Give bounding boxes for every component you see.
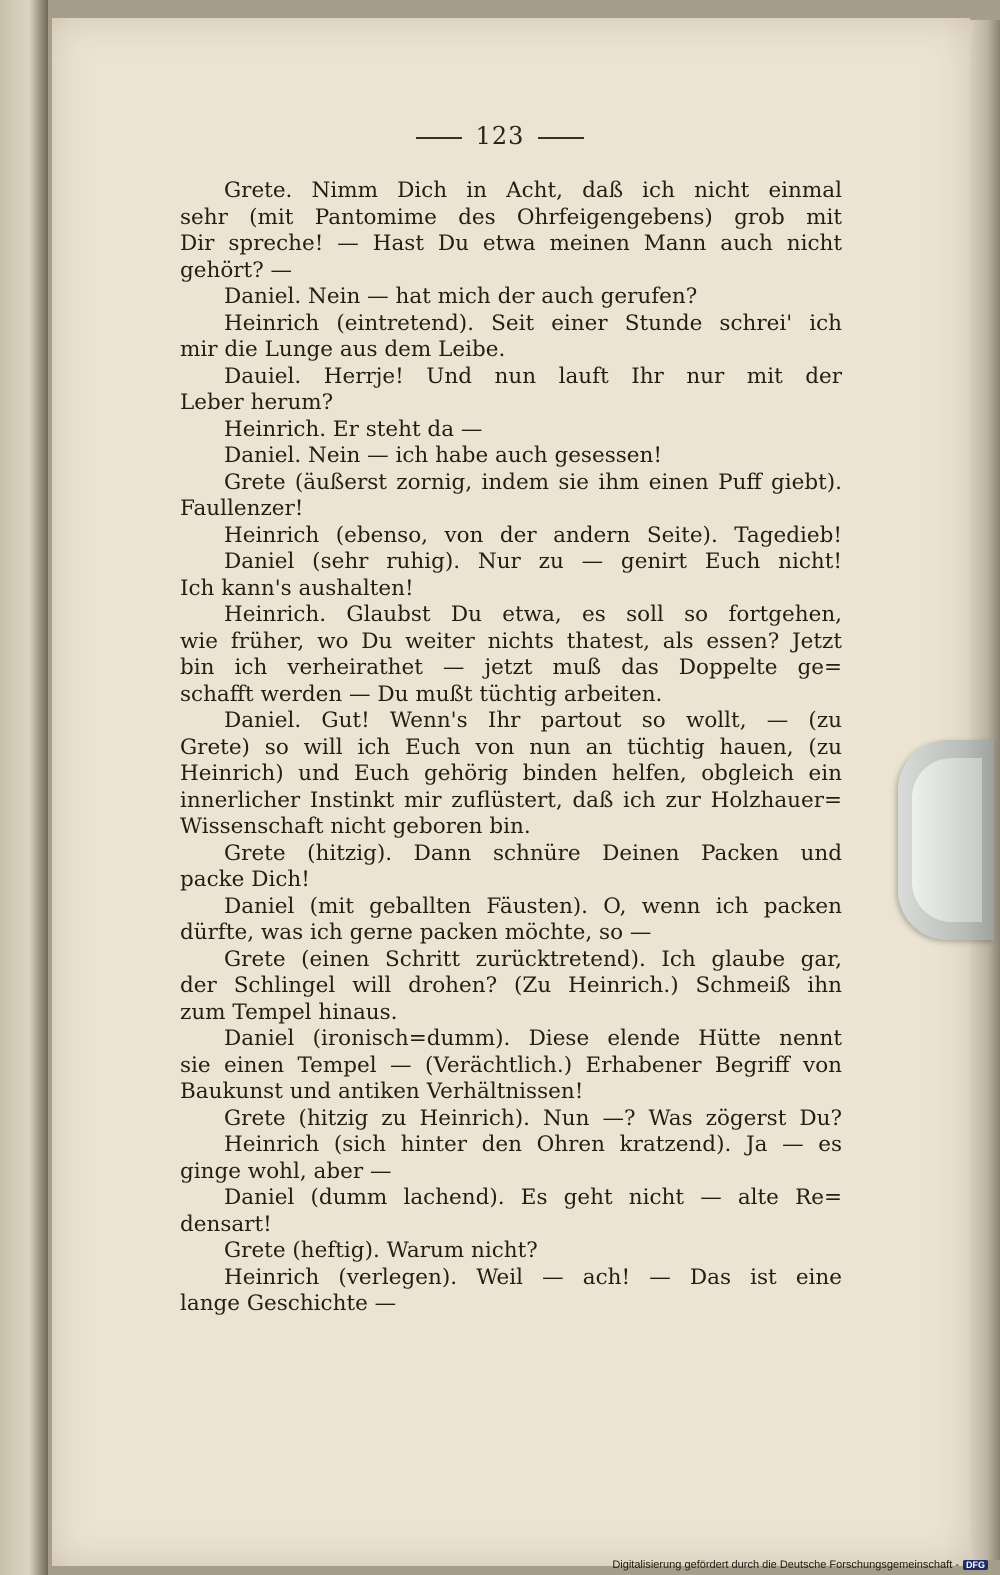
text-line: Daniel. Gut! Wenn's Ihr partout so wollt, — (zu [224, 708, 842, 733]
dfg-logo: DFG [963, 1560, 988, 1570]
text-line: gehört? — [180, 257, 293, 283]
text-line: sehr (mit Pantomime des Ohrfeigengebens) grob mit [180, 204, 842, 230]
text-line: Grete (heftig). Warum nicht? [224, 1238, 538, 1263]
text-line: Dir spreche! — Hast Du etwa meinen Mann auch nicht [180, 231, 842, 256]
page-number: 123 [475, 122, 525, 150]
credit-text: Digitalisierung gefördert durch die Deutsche Forschungsgemeinschaft - [612, 1559, 959, 1571]
text-line: sie einen Tempel — (Verächtlich.) Erhabener Begriff von [180, 1052, 842, 1078]
text-line: bin ich verheirathet — jetzt muß das Doppelte ge= [180, 655, 842, 680]
page-clip [898, 740, 994, 940]
text-line: Heinrich. Er steht da — [224, 416, 483, 442]
text-line: Grete (hitzig zu Heinrich). Nun —? Was zögerst Du? [224, 1105, 842, 1131]
text-line: der Schlingel will drohen? (Zu Heinrich.) Schmeiß ihn [180, 973, 842, 998]
text-line: Daniel (sehr ruhig). Nur zu — genirt Euch nicht! [224, 549, 842, 574]
text-line: Grete (äußerst zornig, indem sie ihm einen Puff giebt). [224, 469, 842, 495]
text-line: wie früher, wo Du weiter nichts thatest, als essen? Jetzt [180, 628, 842, 654]
text-line: Daniel. Nein — hat mich der auch gerufen? [224, 284, 698, 309]
text-line: Dauiel. Herrje! Und nun lauft Ihr nur mit der [224, 363, 842, 389]
text-line: zum Tempel hinaus. [180, 999, 398, 1025]
text-line: Grete (hitzig). Dann schnüre Deinen Packen und [224, 840, 842, 866]
text-line: schafft werden — Du mußt tüchtig arbeiten. [180, 681, 663, 707]
ornament-left [416, 137, 462, 142]
text-line: Leber herum? [180, 390, 334, 415]
page-body-text [180, 178, 842, 1318]
text-line: Grete) so will ich Euch von nun an tüchtig hauen, (zu [180, 734, 842, 760]
text-line: Heinrich (ebenso, von der andern Seite). Tagedieb! [224, 522, 842, 548]
text-line: Daniel. Nein — ich habe auch gesessen! [224, 443, 662, 468]
text-line: Heinrich. Glaubst Du etwa, es soll so fortgehen, [224, 602, 842, 627]
text-line: Heinrich (sich hinter den Ohren kratzend). Ja — es [224, 1132, 842, 1157]
text-line: Grete (einen Schritt zurücktretend). Ich glaube gar, [224, 946, 842, 972]
text-line: ginge wohl, aber — [180, 1158, 392, 1184]
text-line: innerlicher Instinkt mir zuflüstert, daß ich zur Holzhauer= [180, 787, 842, 813]
text-line: dürfte, was ich gerne packen möchte, so — [180, 920, 652, 945]
text-line: Daniel (ironisch=dumm). Diese elende Hütte nennt [224, 1026, 842, 1051]
text-line: Wissenschaft nicht geboren bin. [180, 814, 531, 839]
text-line: packe Dich! [180, 867, 310, 892]
digitization-credit [612, 1559, 988, 1571]
text-line: Heinrich (eintretend). Seit einer Stunde schrei' ich [224, 310, 842, 336]
previous-page-edge [0, 0, 48, 1575]
text-line: Daniel (mit geballten Fäusten). O, wenn ich packen [224, 893, 842, 919]
page-clip-inner [912, 758, 982, 922]
text-line: Ich kann's aushalten! [180, 575, 414, 601]
page-header [0, 122, 1000, 150]
text-line: lange Geschichte — [180, 1291, 397, 1316]
text-line: Baukunst und antiken Verhältnissen! [180, 1079, 584, 1104]
text-line: Faullenzer! [180, 496, 304, 521]
text-line: Heinrich) und Euch gehörig binden helfen, obgleich ein [180, 761, 842, 786]
text-line: mir die Lunge aus dem Leibe. [180, 337, 506, 362]
text-line: densart! [180, 1211, 272, 1237]
text-line: Heinrich (verlegen). Weil — ach! — Das ist eine [224, 1264, 842, 1290]
ornament-right [538, 137, 584, 142]
text-line: Daniel (dumm lachend). Es geht nicht — alte Re= [224, 1185, 842, 1210]
text-line: Grete. Nimm Dich in Acht, daß ich nicht einmal [224, 178, 842, 203]
